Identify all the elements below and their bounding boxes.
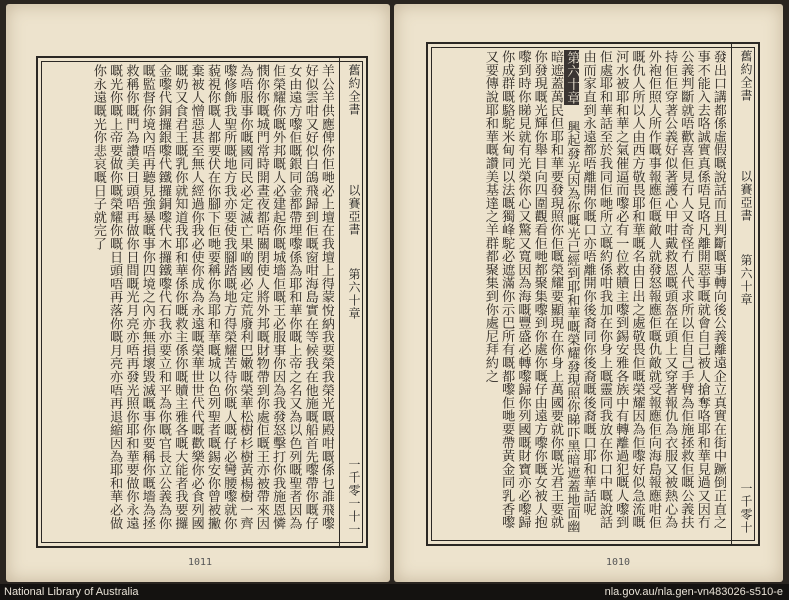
page-number: 1010 — [606, 557, 631, 568]
right-text-frame — [426, 42, 760, 546]
right-page-gutter — [731, 44, 758, 544]
record-url: nla.gov.au/nla.gen-vn483026-s510-e — [604, 586, 783, 598]
chapter-heading: 第六十章 — [347, 268, 361, 320]
book-title: 舊約全書 — [347, 64, 361, 116]
left-page-text: 羊公羊供應俾你佢哋必上壇在我壇上得蒙悅納我要榮我榮光嘅殿咁嘅係乜誰飛嚟好似雲咁又好似白鴿飛歸到佢嘅窗咁海島實在等候我在他施嘅船首先嚟帶你嘅仔女由遠方嚟佢嘅銀同金都帶埋嚟係為耶和華你嘅上帝之名又為以色列嘅聖者因為佢榮耀你嘅外邦嘅人必建起你嘅城墻佢嘅王必服事你因為我發怒擊打你我施恩憐憫你你嘅城門常時開晝夜都唔關閉使人將外邦嘅財物帶到你處佢嘅王亦被帶來因為唔服事你嘅國同民必定滅亡果啲國必定荒廢利巴嫩嘅榮華松樹杉樹黃楊樹一齊嚟修飾我聖所嘅地方我亦要使我腳踏嘅地方得榮耀苦待你嘅人嘅仔必彎腰嚟就你藐視你嘅人都要伏在你腳下佢哋要稱你為耶和華嘅城以色列聖者嘅錫安你曾被撇棄被人憎惡甚至無人經過你我必使你成為永遠嘅榮華世世代代嘅歡樂你必食列國嘅奶又食君王嘅乳你就知道我耶和華係你嘅救主係你嘅贖主雅各嘅大能者我要攞金嚟代銅攞銀嚟代鐵攞銅嚟代木攞鐵嚟代石我亦要立和平為你嘅官長立公義為你嘅監督你境內唔再聽見強暴嘅事你四境之內亦無損壞毀滅嘅事你要稱你嘅墻為拯救稱你嘅門為讚美日頭唔再做你日間嘅光月亮亦唔再發光照你耶和華要做你永遠嘅光你嘅上帝要做你嘅榮耀你嘅日頭唔再落你嘅月亮亦唔再退縮因為耶和華必做你永遠嘅光你悲哀嘅日子就完了 — [90, 64, 334, 530]
right-page — [394, 4, 783, 582]
left-page — [6, 4, 390, 582]
book-name: 以賽亞書 — [739, 170, 753, 222]
right-page-text: 發出口講都係虛假嘅說話而且判斷嘅事轉向後公義離遠企立真實在街中蹶倒正直之事不能入去咯誠實真係唔見咯凡離開惡事嘅就會自己被人搶奪咯耶和華見過又因冇公義判斷就唔歡喜佢見冇人又奇怪冇人代求所以佢自己手臂為佢施拯救佢嘅公義扶持佢佢穿著公義好似著護心甲咁戴救恩嘅頭盔在頭上又穿著報仇為衣服又被熱心為外袍佢照人所作嘅事報應佢嘅敵人就發怒報應佢嘅仇敵就受報應佢向海島報應咁佢嘅仇人所以人由西方敬畏耶和華嘅名由日出之處敬畏佢嘅榮耀因為佢嚟好似急流嘅河水被耶和華之氣催逼而嚟必有一位救贖主嚟到錫安雅各族中有轉離過犯嘅人嚟到佢處耶和華話至於我同佢哋所立嘅約係咁我加在你身上嘅靈同我放在你口中嘅說話由而家直到永遠都唔離開你嘅口亦唔離開你後裔同你後裔嘅後裔嘅口耶和華話呢 第六十章 興起發光因為你嘅光已經到耶和華嘅榮耀發現照你睇吓黑暗遮蓋地面幽暗遮蓋萬民但耶和華要發現照你佢嘅榮耀要顯現在你身上萬國要就你嘅光君王要就你發現嘅光輝你舉目向四圍觀看佢哋都聚集嚟到你處你嘅仔由遠方嚟你嘅女被人抱嚟到時你睇見就有光榮你心又驚又寬因為海嘅豐盛必轉嚟歸你列國嘅財寶亦必嚟歸你成群嘅駱駝米甸同以法嘅獨峰駝必遮滿你示巴所有嘅都嚟佢哋要帶黃金同乳香嚟又要傳說耶和華嘅讚美基達之羊群都聚集到你處尼拜約之 — [482, 50, 726, 533]
chapter-marker: 第六十章 — [564, 51, 580, 105]
page-number: 1011 — [188, 557, 213, 568]
gutter-page-number: 一千零一十一 — [347, 458, 361, 536]
footer-bar — [0, 584, 789, 600]
gutter-page-number: 一千零十 — [739, 482, 753, 534]
chapter-heading: 第六十章 — [739, 254, 753, 306]
left-page-gutter — [339, 58, 366, 546]
left-text-frame — [36, 56, 368, 548]
library-credit: National Library of Australia — [4, 586, 139, 598]
book-name: 以賽亞書 — [347, 184, 361, 236]
book-title: 舊約全書 — [739, 50, 753, 102]
